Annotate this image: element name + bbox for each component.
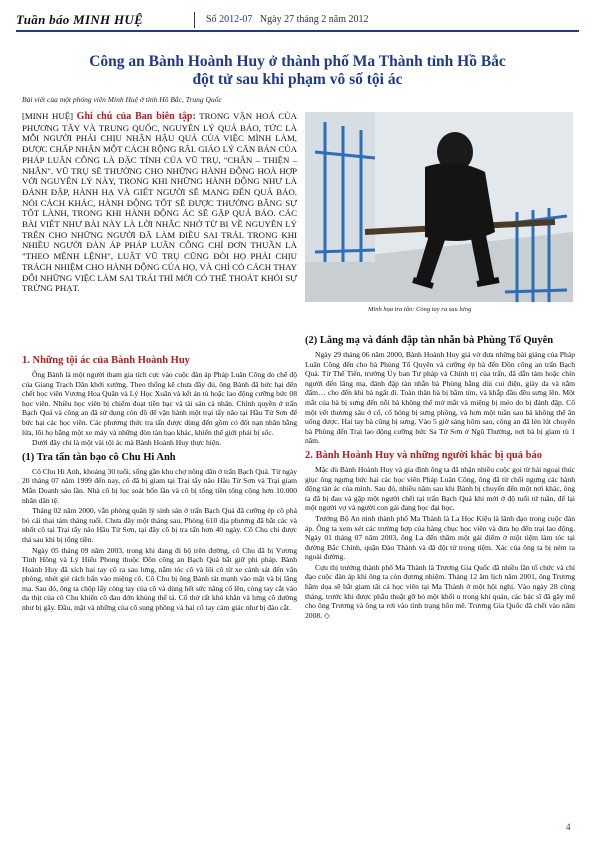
editor-note: [22, 111, 297, 344]
issue-info: [206, 14, 369, 25]
byline: Bài viết của một phóng viên Minh Huệ ở tỉnh Hồ Bắc, Trung Quốc: [22, 95, 222, 104]
paragraph: Tháng 02 năm 2000, vẫn phòng quân lý sinh sản ở trấn Bạch Quả đã cưỡng ép cô phá bỏ cái thai tám tháng tuổi. Chưa đầy một tháng sau, Phòng 610 địa phương đã bắt các và nhốt cô tại Trại tẩy não Hầu Tử Sơn, tại đây cô bị tra tấn hơn 40 ngày. Cô Chu chỉ được thả sau khi bị tống tiền.: [22, 506, 297, 544]
paragraph: Dưới đây chỉ là một vài tội ác mà Bành Hoành Huy thực hiện.: [32, 438, 221, 448]
title-line-1: Công an Bành Hoành Huy ở thành phố Ma Thành tỉnh Hồ Bắc: [89, 53, 506, 70]
paragraph: Mặc dù Bành Hoành Huy và gia đình ông ta đã nhận nhiều cuộc gọi từ hải ngoại thúc giục ông ngưng bức hại các học viên Pháp Luân Công, ông đã từ chối ngưng các hành động tàn ác của mình. Sau đó, nhiều năm sau khi Bành bị chuyển đến một nơi khác, ông ta đã bị đau và gặp một người chết tại trấn Bạch Quả khi mới ở độ tuổi tứ tuần, để lại một người vợ và người con gái đang học đại học.: [305, 464, 575, 513]
handcuff-torture-illustration: [305, 112, 573, 302]
illustration-photo: [305, 112, 573, 302]
title-line-2: đột tử sau khi phạm vô số tội ác: [192, 71, 403, 88]
paragraph: Trưởng Bộ An ninh thành phố Ma Thành là La Học Kiệu là lãnh đạo trong cuộc đàn áp. Ông ta xem xét các trường hợp của hàng chục học viên và đưa họ đến trại lao động. Ngày 01 tháng 07 năm 2003, ông La đến thăm một gái điếm ở một tiệm làm tóc tại đường Bắc Chính, quận Đào Thành và đã đột tử trong tiệm. Xác của ông ta bị ném ra ngoài đường.: [305, 513, 575, 562]
paragraph: Ngày 05 tháng 09 năm 2003, trong khi đang đi bộ trên đường, cô Chu đã bị Vương Tình Hồng và Lý Hiểu Phong thuộc Đồn công an Bạch Quả bắt giữ phi pháp. Bành Hoành Huy đã xích hai tay cô ra sau lưng, nắm tóc cô và lôi cô từ xe cảnh sát đến văn phòng, nhét giẻ rách bẩn vào miệng cô. Cô Chu bị ông Bành tát mạnh vào mặt và bị lăng mạ. Sau đó, ông ta chộp lấy còng tay của cô và dùng hết sức nâng cổ lên, còng tay cắt vào da thịt của cô Chu khiến cô đau đớn khủng thế tả. Cổ thở rất khó khăn và lưng cô dường như bị gãy. Đầu, mặt và những của cô sung phồng và hai cổ tay cảm giác như bị đào cắt.: [22, 545, 297, 613]
issue-date: Ngày 27 tháng 2 năm 2012: [259, 14, 369, 25]
masthead-separator: [194, 12, 195, 28]
masthead-rule: [16, 30, 579, 32]
section-heading: 2. Bành Hoành Huy và những người khác bị quả báo: [305, 449, 542, 461]
section-heading: 1. Những tội ác của Bành Hoành Huy: [22, 355, 190, 366]
paragraph: Ông Bành là một người tham gia tích cực vào cuộc đàn áp Pháp Luân Công do chế độ của Giang Trạch Dân khởi xướng. Theo thống kê chưa đầy đủ, ông Bành đã bức hại đến chết học viên Vương Hoa Quân và Lý Học Xuân và kết án tù hoặc lao động cưỡng bức 08 học viên. Nhiều học viên bị chiếm đoạt tiền bạc và tài sản cá nhân. Chính quyền ở trấn Bạch Quả và công an đã sử dụng còn đồ để vận hành một trại tẩy não tại Hầu Tử Sơn để bức hại các học viên. Các phương thức tra tấn được dùng đến gồm có đốt nạn nhân bằng lửa, lôi họ bằng một xe máy và những đòn tàn bạo khác, khiến thể giới phải bị sốc.: [22, 370, 297, 437]
editor-note-text: TRONG VẬN HOÁ CỦA PHƯƠNG TÂY VÀ TRUNG QUỐC, NGUYÊN LÝ QUẢ BÁO, TỨC LÀ MỖI NGƯỜI PHẢI CHỊU NHẬN HẬU QUẢ CỦA VIỆC MÌNH LÀM, ĐƯỢC CHẤP NHẬN MỘT CÁCH RỘNG RÃI. GIÁO LÝ CĂN BẢN CỦA PHÁP LUÂN CÔNG LÀ ĐẶC TÍNH CỦA VŨ TRỤ, "CHÂN – THIỆN – NHẪN". VŨ TRỤ SẼ THƯỜNG CHO NHỮNG HÀNH ĐỘNG HOÀ HỢP VỚI NGUYÊN LÝ NÀY, TRONG KHI NHỮNG HÀNH ĐỘNG NHƯ LÀ ĐÁNH ĐẬP, HÀNH HẠ VÀ GIẾT NGƯỜI SẼ MANG ĐẾN QUẢ BÁO. NÓI CÁCH KHÁC, HÀNH ĐỘNG TỐT SẼ ĐƯỢC THƯỞNG BẰNG SỰ TỐT LÀNH, TRONG KHI HÀNH ĐỘNG ÁC SẼ GẶP QUẢ BÁO. CÁC BÀI VIẾT NHƯ BÀI NÀY LÀ LỜI NHẮC NHỞ TỪ BI VỀ NGUYÊN LÝ TRÊN CHO NHỮNG NGƯỜI ĐÃ LÀM ĐIỀU SAI TRÁI. TRONG KHI NHIỀU NGƯỜI ĐÀN ÁP PHÁP LUÂN CÔNG CHỈ ĐƠN THUẦN LÀ "THEO MỆNH LỆNH", LUẬT VŨ TRỤ CŨNG ĐÒI HỌ PHẢI CHỊU TRÁCH NHIỆM CHO HÀNH ĐỘNG CỦA HỌ, VÀ CHỈ CÓ CÁCH THAY ĐỔI NHỮNG VIỆC LÀM SAI TRÁI THÌ MỚI CÓ THỂ THOÁT KHỎI SỰ TRỪNG PHẠT.: [22, 111, 297, 294]
source-tag: [MINH HUỆ]: [22, 111, 74, 121]
editor-note-lead: Ghi chú của Ban biên tập:: [76, 111, 196, 122]
subsection-heading: (1) Tra tấn tàn bạo cô Chu Hi Anh: [22, 451, 176, 463]
issue-number: 2012-07: [219, 14, 253, 25]
article-title: [16, 53, 579, 89]
publication-name: Tuần báo MINH HUỆ: [16, 12, 144, 27]
masthead: [16, 8, 579, 32]
paragraph: Cựu thị trưởng thành phố Ma Thành là Trương Gia Quốc đã nhiều lần tổ chức và chỉ đạo cuộc đàn áp khi ông ta còn đương nhiệm. Tháng 12 âm lịch năm 2001, ông Trương hầm dọa sẽ bắt giam tất cả học viên tại Ma Thành ở một hội nghị. Vào ngày 28 cùng tháng, trước khi được phẫu thuật gỡ bỏ một khối u trong khi quán, các bác sĩ đã gây mê cho ông Trương và ông ta rơi vào tình trạng hôn mê. Trương Gia Quốc đã chết vào năm 2008. ◇: [305, 562, 575, 620]
issue-prefix: Số: [206, 14, 217, 25]
subsection-heading: (2) Lăng mạ và đánh đập tàn nhẫn bà Phùng Tố Quyên: [305, 335, 554, 346]
photo-caption: Minh họa tra tấn: Còng tay ra sau lưng: [368, 306, 472, 313]
left-column: [22, 351, 297, 614]
right-column: [305, 331, 575, 621]
page-number: 4: [566, 822, 571, 832]
paragraph: Cô Chu Hi Anh, khoảng 30 tuổi, sống gần khu chợ nông dân ở trấn Bạch Quả. Từ ngày 20 tháng 07 năm 1999 đến nay, cô đã bị giam tại Trại tẩy não Hầu Tử Sơn và Trại giam Mẫn Doanh sáu lần. Nhà cô bị lục soát bốn lần và cô bị tống tiền tổng cộng hơn 10.000 nhân dân tệ.: [22, 466, 297, 505]
paragraph: Ngày 29 tháng 06 năm 2000, Bành Hoành Huy giả vờ đưa những bài giảng của Pháp Luân Công đến cho bà Phùng Tố Quyên và cưỡng ép bà đến Đồn công an trấn Bạch Quả. Từ Thế Tiến, trưởng Ủy ban Tư pháp và Chính trị của trấn, đã dẫn tám hoặc chín người đến lăng mạ, đánh đập tàn nhẫn bà Phùng bằng dùi cui điện, giày da và nắm đấm… cho đến khi bà ngất đi. Toàn thân bà bị bầm tím, và khắp đầu đều sưng lên. Một mắt của bà bị sưng đến nỗi bà không thể mở mắt và miệng bị méo do bị đánh đập. Cổ một vết thương sâu ở cổ, cổ hỏng bị sưng phồng, và hơn một tuần sau bà không thể ăn uống được. Hai tay bà cũng bị sưng. Vào 5 giờ sáng hôm sau, công an đã lén lút chuyển bà Phùng đến Trại lao động cưỡng bức Sa Tử Sơn ở Ngũ Thường, nơi bà bị giam tù 1 năm.: [305, 350, 575, 446]
